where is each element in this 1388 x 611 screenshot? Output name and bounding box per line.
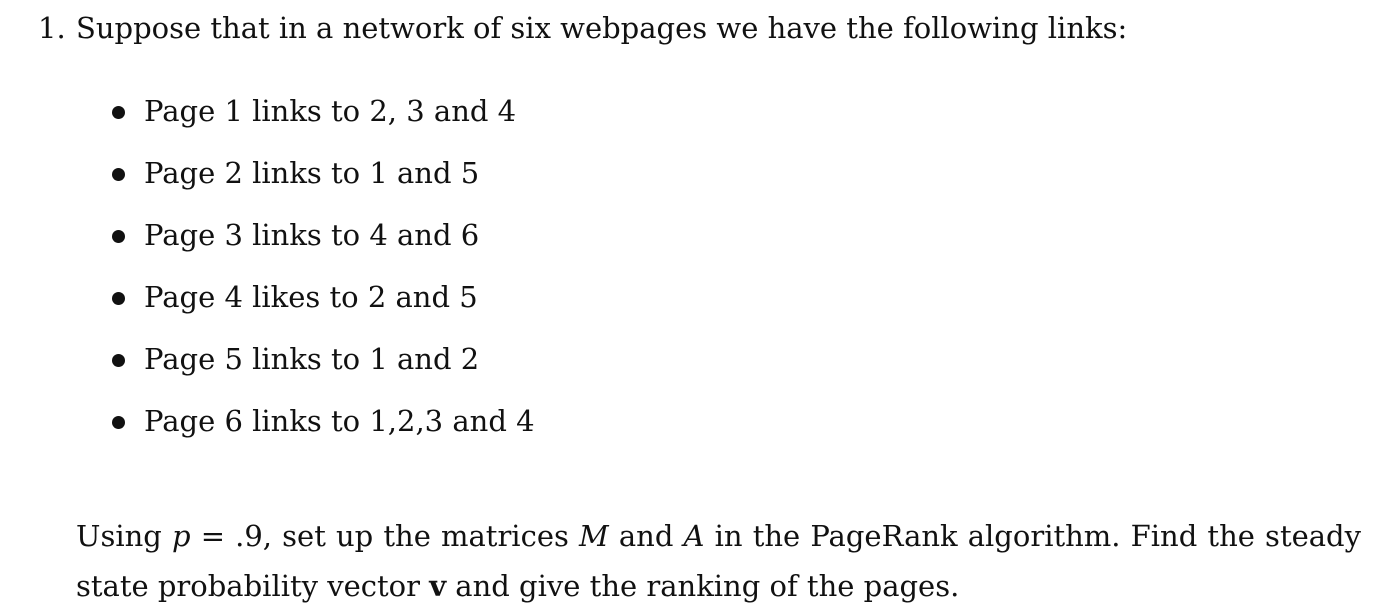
list-item xyxy=(112,215,535,277)
problem-number: 1. xyxy=(38,11,66,45)
instruction-text: and give the ranking of the pages. xyxy=(446,569,960,603)
instruction-text: Using xyxy=(76,519,172,553)
bullet-icon xyxy=(112,106,125,119)
bullet-icon xyxy=(112,292,125,305)
task-instructions xyxy=(76,511,1361,611)
instruction-text: = .9, set up the matrices xyxy=(190,519,580,553)
list-item xyxy=(112,153,535,215)
vector-v-variable: v xyxy=(429,569,447,603)
bullet-icon xyxy=(112,230,125,243)
link-description: Page 5 links to 1 and 2 xyxy=(144,342,480,376)
damping-variable: p xyxy=(171,519,191,553)
link-description: Page 6 links to 1,2,3 and 4 xyxy=(144,404,535,438)
list-item xyxy=(112,339,535,401)
list-item xyxy=(112,401,535,463)
list-item xyxy=(112,91,535,153)
matrix-m-variable: M xyxy=(579,519,609,553)
bullet-icon xyxy=(112,416,125,429)
bullet-icon xyxy=(112,354,125,367)
problem-intro: Suppose that in a network of six webpages we have the following links: xyxy=(76,11,1128,45)
instruction-text: in the PageRank algorithm. Find the steady state probability vector xyxy=(76,519,1361,603)
matrix-a-variable: A xyxy=(683,519,705,553)
link-description: Page 2 links to 1 and 5 xyxy=(144,156,480,190)
link-description: Page 3 links to 4 and 6 xyxy=(144,218,480,252)
link-description: Page 4 likes to 2 and 5 xyxy=(144,280,478,314)
link-description: Page 1 links to 2, 3 and 4 xyxy=(144,94,517,128)
instruction-text: and xyxy=(608,519,684,553)
problem-statement xyxy=(38,8,1127,48)
list-item xyxy=(112,277,535,339)
link-list xyxy=(112,91,535,463)
bullet-icon xyxy=(112,168,125,181)
